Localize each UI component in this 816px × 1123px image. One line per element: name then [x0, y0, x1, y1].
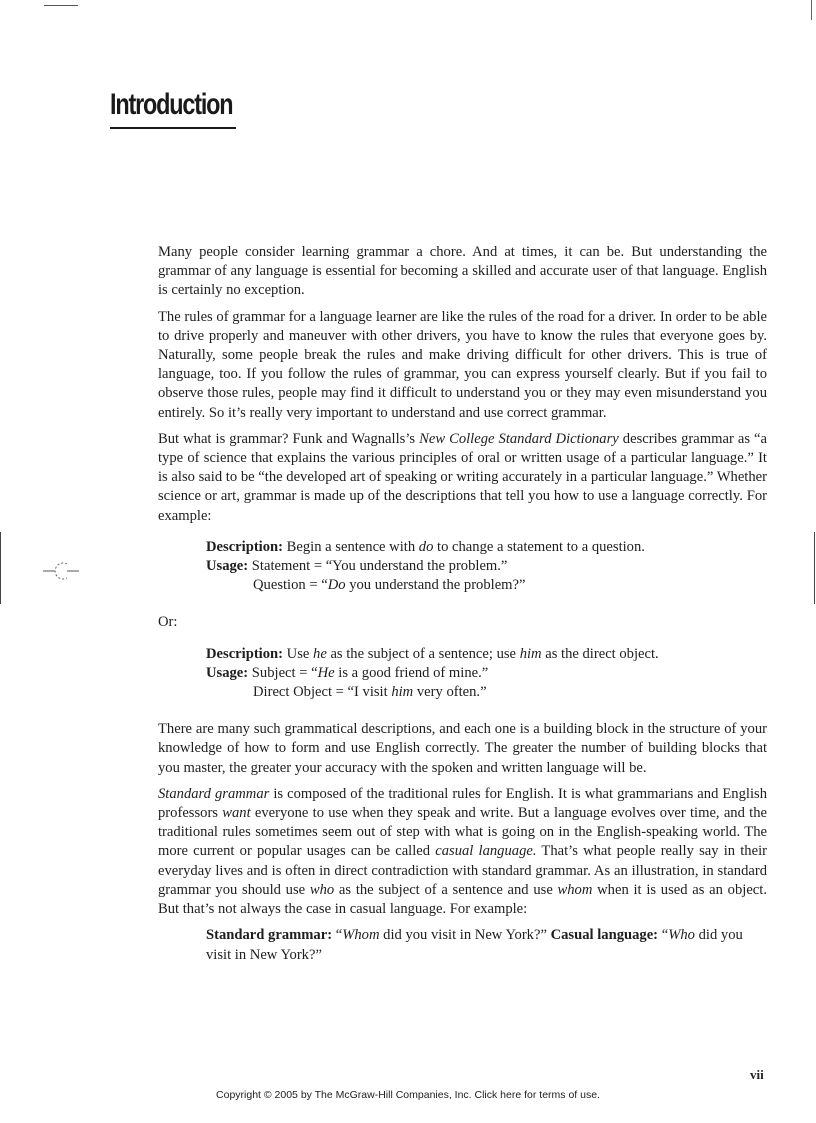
copyright-footer-link[interactable]: Copyright © 2005 by The McGraw-Hill Companies, Inc. Click here for terms of use.	[216, 1089, 600, 1101]
example-1	[206, 538, 767, 596]
example-2-usage: Usage: Subject = “He is a good friend of mine.”	[206, 664, 489, 681]
crop-mark-top-left	[44, 5, 78, 6]
example-3-standard: Standard grammar: “Whom did you visit in New York?”	[206, 927, 547, 944]
example-1-usage: Usage: Statement = “You understand the problem.”	[206, 558, 508, 575]
paragraph-1: Many people consider learning grammar a chore. And at times, it can be. But understanding the grammar of any language is essential for becoming a skilled and accurate user of that language. English is certainly no exception.	[158, 244, 767, 299]
paragraph-2: The rules of grammar for a language learner are like the rules of the road for a driver. In order to be able to drive properly and maneuver with other drivers, you have to know the rules that everyone goes by. Naturally, some people break the rules and make driving difficult for other drivers. This is true of language, too. If you follow the rules of grammar, you can express yourself clearly. But if you fail to observe those rules, people may find it difficult to understand you or they may even misunderstand you entirely. So it’s really very important to understand and use correct grammar.	[158, 308, 767, 421]
page-title: Introduction	[110, 88, 233, 121]
registration-mark-icon	[43, 556, 79, 586]
example-2-direct-object: Direct Object = “I visit him very often.”	[253, 684, 487, 701]
example-3-casual: Casual language: “Who did you visit in New York?”	[206, 927, 743, 963]
paragraph-3: But what is grammar? Funk and Wagnalls’s New College Standard Dictionary describes grammar as “a type of science that explains the various principles of oral or written usage of a particular language.” It is also said to be “the developed art of speaking or writing accurately in a particular language.” Whether science or art, grammar is made up of the descriptions that tell you how to use a language correctly. For example:	[158, 430, 768, 524]
paragraph-5: Standard grammar is composed of the traditional rules for English. It is what grammarians and English professors want everyone to use when they speak and write. But a language evolves over time, and the traditional rules sometimes seem out of step with what is going on in the English-speaking world. The more current or popular usages can be called casual language. That’s what people really say in their everyday lives and is often in direct contradiction with standard grammar. As an illustration, in standard grammar you should use who as the subject of a sentence and use whom when it is used as an object. But that’s not always the case in casual language. For example:	[158, 785, 767, 918]
example-2-description: Description: Use he as the subject of a sentence; use him as the direct object.	[206, 645, 659, 662]
title-underline	[110, 127, 236, 129]
example-1-question: Question = “Do you understand the problem?”	[253, 577, 526, 594]
paragraph-4: There are many such grammatical descriptions, and each one is a building block in the structure of your knowledge of how to form and use English correctly. The greater the number of building blocks that you master, the greater your accuracy with the spoken and written language will be.	[158, 721, 767, 776]
example-1-description: Description: Begin a sentence with do to change a statement to a question.	[206, 538, 645, 555]
margin-line-left	[0, 532, 1, 604]
margin-line-right	[814, 532, 815, 604]
or-label: Or:	[158, 614, 178, 631]
example-3	[206, 926, 767, 964]
example-2	[206, 645, 767, 703]
body-text	[158, 243, 767, 965]
page-number: vii	[750, 1067, 764, 1082]
crop-mark-top-right	[811, 0, 812, 20]
